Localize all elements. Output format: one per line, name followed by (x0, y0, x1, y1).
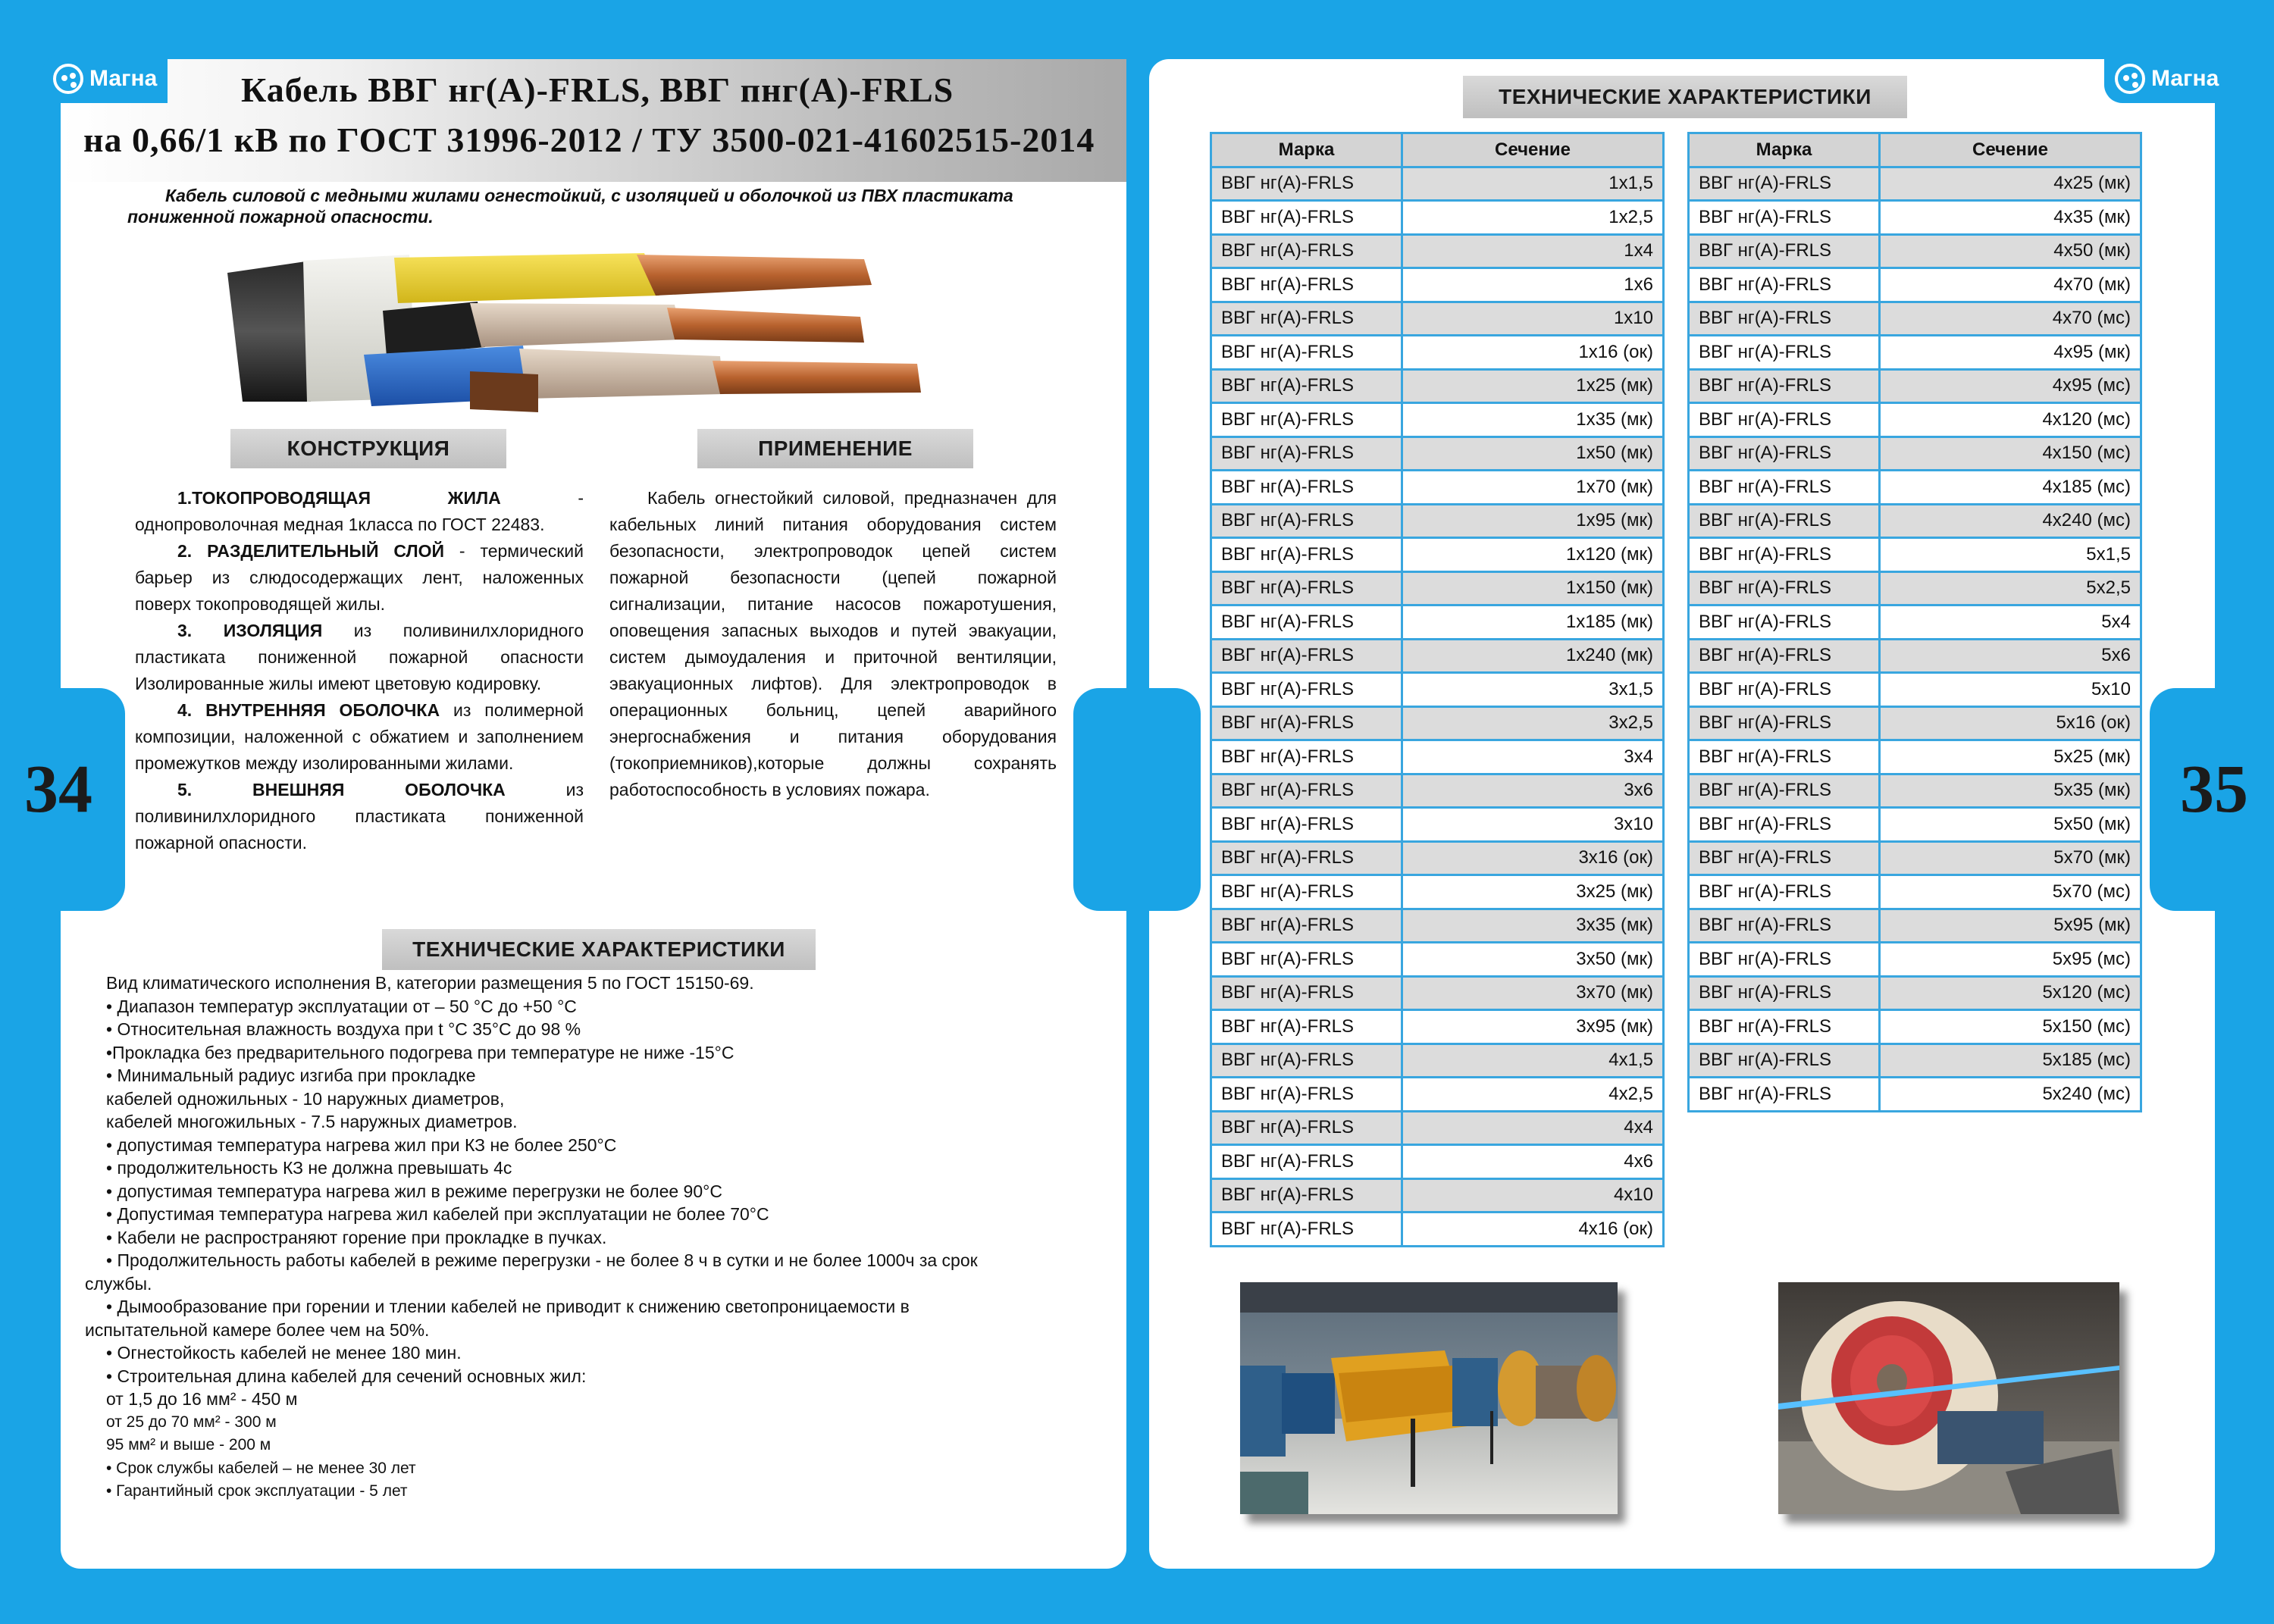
section-cell: 3х2,5 (1402, 706, 1664, 740)
section-cell: 3х4 (1402, 740, 1664, 774)
section-cell: 5х16 (ок) (1880, 706, 2141, 740)
construction-item-4: 4. ВНУТРЕННЯЯ ОБОЛОЧКА из полимерной композиции, наложенной с обжатием и заполнением промежутков между изолированными жилами. (135, 700, 584, 773)
section-cell: 4х4 (1402, 1111, 1664, 1145)
tech-line: • допустимая температура нагрева жил при КЗ не более 250°С (106, 1134, 617, 1155)
table-row (1211, 605, 1664, 640)
mark-cell: ВВГ нг(А)-FRLS (1689, 538, 1880, 572)
section-cell: 4х95 (мк) (1880, 336, 2141, 370)
table-row (1211, 369, 1664, 403)
tech-heading-left: ТЕХНИЧЕСКИЕ ХАРАКТЕРИСТИКИ (382, 929, 816, 970)
mark-cell: ВВГ нг(А)-FRLS (1689, 808, 1880, 842)
table-row (1211, 841, 1664, 875)
mark-cell: ВВГ нг(А)-FRLS (1211, 1044, 1402, 1078)
mark-cell: ВВГ нг(А)-FRLS (1211, 302, 1402, 336)
application-text: Кабель огнестойкий силовой, предназначен для кабельных линий питания оборудования систем безопасности, электропроводок цепей систем пожарной безопасности (цепей пожарной сигнализации, питание насосов пожаротушения, оповещения запасных выходов и путей эвакуации, систем дымоудаления и приточной вентиляции, эвакуационных лифтов). Для электропроводок в операционных больниц, цепей аварийного энергоснабжения и питания оборудования (токоприемников),которые должны сохранять работоспособность в условиях пожара. (609, 488, 1057, 799)
mark-cell: ВВГ нг(А)-FRLS (1211, 808, 1402, 842)
mark-cell: ВВГ нг(А)-FRLS (1689, 706, 1880, 740)
construction-item-5: 5. ВНЕШНЯЯ ОБОЛОЧКА из поливинилхлоридного пластиката пониженной пожарной опасности. (135, 780, 584, 853)
page-title-line1: Кабель ВВГ нг(А)-FRLS, ВВГ пнг(А)-FRLS (241, 70, 954, 109)
tech-line: • Дымообразование при горении и тлении кабелей не приводит к снижению светопроницаемости в (106, 1297, 910, 1316)
mark-cell: ВВГ нг(А)-FRLS (1689, 605, 1880, 640)
table-row (1211, 1010, 1664, 1044)
cable-image (220, 250, 948, 424)
mark-cell: ВВГ нг(А)-FRLS (1689, 976, 1880, 1010)
mark-cell: ВВГ нг(А)-FRLS (1211, 403, 1402, 437)
mark-cell: ВВГ нг(А)-FRLS (1211, 167, 1402, 201)
factory-photo-drum (1778, 1282, 2119, 1514)
tech-characteristics-list (85, 972, 1116, 1504)
section-cell: 3х6 (1402, 774, 1664, 808)
mark-cell: ВВГ нг(А)-FRLS (1689, 740, 1880, 774)
tech-line: от 1,5 до 16 мм² - 450 м (106, 1389, 298, 1409)
page-number-right: 35 (2180, 752, 2248, 827)
table-row (1689, 841, 2141, 875)
mark-cell: ВВГ нг(А)-FRLS (1689, 437, 1880, 471)
table-row (1689, 943, 2141, 977)
construction-item-3: 3. ИЗОЛЯЦИЯ из поливинилхлоридного пластиката пониженной пожарной опасности Изолированные жилы имеют цветовую кодировку. (135, 621, 584, 693)
column-header-mark: Марка (1689, 133, 1880, 167)
section-cell: 4х70 (мс) (1880, 302, 2141, 336)
section-cell: 5х35 (мк) (1880, 774, 2141, 808)
tech-line: • Минимальный радиус изгиба при прокладке (106, 1065, 476, 1085)
mark-cell: ВВГ нг(А)-FRLS (1211, 1111, 1402, 1145)
section-cell: 1х185 (мк) (1402, 605, 1664, 640)
table-row (1211, 774, 1664, 808)
section-cell: 1х16 (ок) (1402, 336, 1664, 370)
table-row (1689, 268, 2141, 302)
table-row (1211, 943, 1664, 977)
tech-line: • продолжительность КЗ не должна превышать 4с (106, 1158, 512, 1178)
tech-line: службы. (85, 1273, 152, 1294)
tech-line: • Гарантийный срок эксплуатации - 5 лет (106, 1482, 408, 1500)
table-row (1689, 1010, 2141, 1044)
mark-cell: ВВГ нг(А)-FRLS (1689, 201, 1880, 235)
section-cell: 4х185 (мс) (1880, 471, 2141, 505)
section-cell: 5х6 (1880, 639, 2141, 673)
factory-photo-stranding-image (1240, 1282, 1618, 1514)
table-row (1689, 336, 2141, 370)
section-cell: 5х10 (1880, 673, 2141, 707)
tech-line: от 25 до 70 мм² - 300 м (106, 1413, 277, 1431)
mark-cell: ВВГ нг(А)-FRLS (1211, 1078, 1402, 1112)
spec-table-left (1210, 132, 1665, 1247)
section-cell: 5х150 (мс) (1880, 1010, 2141, 1044)
magna-logo-icon (53, 64, 83, 94)
mark-cell: ВВГ нг(А)-FRLS (1689, 1044, 1880, 1078)
section-cell: 3х16 (ок) (1402, 841, 1664, 875)
construction-heading: КОНСТРУКЦИЯ (230, 429, 506, 468)
table-row (1211, 673, 1664, 707)
tech-line: • Кабели не распространяют горение при прокладке в пучках. (106, 1227, 607, 1247)
mark-cell: ВВГ нг(А)-FRLS (1689, 943, 1880, 977)
table-row (1211, 201, 1664, 235)
table-row (1689, 1044, 2141, 1078)
section-cell: 3х10 (1402, 808, 1664, 842)
mark-cell: ВВГ нг(А)-FRLS (1689, 639, 1880, 673)
section-cell: 1х4 (1402, 234, 1664, 268)
section-cell: 1х95 (мк) (1402, 504, 1664, 538)
section-cell: 1х50 (мк) (1402, 437, 1664, 471)
table-row (1689, 234, 2141, 268)
tech-line: • Срок службы кабелей – не менее 30 лет (106, 1459, 416, 1477)
table-row (1689, 437, 2141, 471)
section-cell: 3х70 (мк) (1402, 976, 1664, 1010)
table-row (1211, 706, 1664, 740)
table-row (1211, 471, 1664, 505)
tech-line: • Огнестойкость кабелей не менее 180 мин. (106, 1343, 462, 1363)
section-cell: 1х1,5 (1402, 167, 1664, 201)
subtitle: Кабель силовой с медными жилами огнестойкий, с изоляцией и оболочкой из ПВХ пластиката пониженной пожарной опасности. (127, 186, 1013, 227)
section-cell: 1х6 (1402, 268, 1664, 302)
table-row (1211, 538, 1664, 572)
mark-cell: ВВГ нг(А)-FRLS (1211, 1178, 1402, 1213)
section-cell: 1х150 (мк) (1402, 571, 1664, 605)
section-cell: 4х70 (мк) (1880, 268, 2141, 302)
table-row (1689, 369, 2141, 403)
table-row (1689, 504, 2141, 538)
section-cell: 5х240 (мс) (1880, 1078, 2141, 1112)
table-row (1211, 639, 1664, 673)
tech-line: • Диапазон температур эксплуатации от – 50 °С до +50 °С (106, 996, 577, 1016)
construction-text (135, 485, 584, 856)
table-row (1689, 571, 2141, 605)
table-header-row (1211, 133, 1664, 167)
construction-item-1: 1.ТОКОПРОВОДЯЩАЯ ЖИЛА - однопроволочная медная 1класса по ГОСТ 22483. (135, 488, 584, 534)
mark-cell: ВВГ нг(А)-FRLS (1211, 1213, 1402, 1247)
tech-line: • Строительная длина кабелей для сечений основных жил: (106, 1366, 587, 1386)
mark-cell: ВВГ нг(А)-FRLS (1211, 875, 1402, 909)
mark-cell: ВВГ нг(А)-FRLS (1211, 437, 1402, 471)
page-number-left: 34 (24, 752, 92, 827)
table-row (1689, 639, 2141, 673)
mark-cell: ВВГ нг(А)-FRLS (1689, 1010, 1880, 1044)
section-cell: 3х25 (мк) (1402, 875, 1664, 909)
table-row (1211, 1078, 1664, 1112)
table-row (1211, 268, 1664, 302)
mark-cell: ВВГ нг(А)-FRLS (1211, 1010, 1402, 1044)
section-cell: 1х35 (мк) (1402, 403, 1664, 437)
section-cell: 4х6 (1402, 1145, 1664, 1179)
tech-line: кабелей одножильных - 10 наружных диаметров, (106, 1088, 505, 1109)
section-cell: 5х185 (мс) (1880, 1044, 2141, 1078)
mark-cell: ВВГ нг(А)-FRLS (1211, 336, 1402, 370)
table-row (1211, 1213, 1664, 1247)
tech-line: испытательной камере более чем на 50%. (85, 1319, 430, 1340)
mark-cell: ВВГ нг(А)-FRLS (1211, 538, 1402, 572)
section-cell: 5х2,5 (1880, 571, 2141, 605)
mark-cell: ВВГ нг(А)-FRLS (1689, 571, 1880, 605)
table-row (1689, 201, 2141, 235)
section-cell: 3х1,5 (1402, 673, 1664, 707)
mark-cell: ВВГ нг(А)-FRLS (1689, 234, 1880, 268)
section-cell: 5х4 (1880, 605, 2141, 640)
section-cell: 4х95 (мс) (1880, 369, 2141, 403)
table-row (1689, 538, 2141, 572)
section-cell: 1х2,5 (1402, 201, 1664, 235)
factory-photo-stranding (1240, 1282, 1618, 1514)
section-cell: 3х95 (мк) (1402, 1010, 1664, 1044)
tech-line: • Продолжительность работы кабелей в режиме перегрузки - не более 8 ч в сутки и не более 1000ч за срок (106, 1250, 978, 1270)
table-header-row (1689, 133, 2141, 167)
section-cell: 5х95 (мк) (1880, 909, 2141, 943)
section-cell: 4х25 (мк) (1880, 167, 2141, 201)
table-row (1211, 1145, 1664, 1179)
section-cell: 4х10 (1402, 1178, 1664, 1213)
factory-photo-drum-image (1778, 1282, 2119, 1514)
section-cell: 4х240 (мс) (1880, 504, 2141, 538)
section-cell: 1х70 (мк) (1402, 471, 1664, 505)
table-row (1211, 403, 1664, 437)
mark-cell: ВВГ нг(А)-FRLS (1211, 673, 1402, 707)
table-row (1211, 808, 1664, 842)
tech-line: • Относительная влажность воздуха при t °С 35°С до 98 % (106, 1019, 581, 1039)
tech-line: • Допустимая температура нагрева жил кабелей при эксплуатации не более 70°С (106, 1204, 769, 1224)
table-row (1689, 774, 2141, 808)
table-row (1211, 167, 1664, 201)
section-cell: 5х70 (мк) (1880, 841, 2141, 875)
section-cell: 1х25 (мк) (1402, 369, 1664, 403)
section-cell: 5х1,5 (1880, 538, 2141, 572)
mark-cell: ВВГ нг(А)-FRLS (1211, 639, 1402, 673)
section-cell: 5х70 (мс) (1880, 875, 2141, 909)
table-row (1689, 808, 2141, 842)
mark-cell: ВВГ нг(А)-FRLS (1211, 909, 1402, 943)
mark-cell: ВВГ нг(А)-FRLS (1211, 740, 1402, 774)
table-row (1689, 471, 2141, 505)
mark-cell: ВВГ нг(А)-FRLS (1689, 471, 1880, 505)
section-cell: 4х16 (ок) (1402, 1213, 1664, 1247)
tech-line: •Прокладка без предварительного подогрева при температуре не ниже -15°С (106, 1042, 735, 1062)
magna-logo-icon (2115, 64, 2145, 94)
table-row (1211, 234, 1664, 268)
logo-text: Магна (89, 66, 158, 91)
mark-cell: ВВГ нг(А)-FRLS (1689, 504, 1880, 538)
table-row (1689, 167, 2141, 201)
table-row (1689, 673, 2141, 707)
table-row (1689, 706, 2141, 740)
mark-cell: ВВГ нг(А)-FRLS (1211, 841, 1402, 875)
table-row (1689, 403, 2141, 437)
table-row (1689, 302, 2141, 336)
section-cell: 4х150 (мс) (1880, 437, 2141, 471)
section-cell: 4х1,5 (1402, 1044, 1664, 1078)
tech-line: 95 мм² и выше - 200 м (106, 1436, 271, 1453)
mark-cell: ВВГ нг(А)-FRLS (1211, 268, 1402, 302)
mark-cell: ВВГ нг(А)-FRLS (1211, 706, 1402, 740)
tech-line: Вид климатического исполнения В, категории размещения 5 по ГОСТ 15150-69. (106, 973, 754, 993)
column-header-section: Сечение (1402, 133, 1664, 167)
table-row (1211, 571, 1664, 605)
mark-cell: ВВГ нг(А)-FRLS (1211, 471, 1402, 505)
table-row (1211, 437, 1664, 471)
mark-cell: ВВГ нг(А)-FRLS (1689, 673, 1880, 707)
section-cell: 1х120 (мк) (1402, 538, 1664, 572)
mark-cell: ВВГ нг(А)-FRLS (1211, 201, 1402, 235)
mark-cell: ВВГ нг(А)-FRLS (1211, 571, 1402, 605)
application-heading: ПРИМЕНЕНИЕ (697, 429, 973, 468)
spec-table-right (1687, 132, 2142, 1112)
mark-cell: ВВГ нг(А)-FRLS (1211, 774, 1402, 808)
table-row (1211, 336, 1664, 370)
mark-cell: ВВГ нг(А)-FRLS (1689, 403, 1880, 437)
mark-cell: ВВГ нг(А)-FRLS (1689, 302, 1880, 336)
table-row (1211, 740, 1664, 774)
table-row (1211, 875, 1664, 909)
column-header-section: Сечение (1880, 133, 2141, 167)
table-row (1211, 1178, 1664, 1213)
mark-cell: ВВГ нг(А)-FRLS (1689, 1078, 1880, 1112)
table-row (1689, 1078, 2141, 1112)
section-cell: 4х35 (мк) (1880, 201, 2141, 235)
tech-line: кабелей многожильных - 7.5 наружных диаметров. (106, 1112, 518, 1131)
mark-cell: ВВГ нг(А)-FRLS (1211, 234, 1402, 268)
section-cell: 3х50 (мк) (1402, 943, 1664, 977)
column-header-mark: Марка (1211, 133, 1402, 167)
table-row (1689, 909, 2141, 943)
page-title-line2: на 0,66/1 кВ по ГОСТ 31996-2012 / ТУ 3500-021-41602515-2014 (83, 120, 1095, 159)
construction-item-2: 2. РАЗДЕЛИТЕЛЬНЫЙ СЛОЙ - термический барьер из слюдосодержащих лент, наложенных поверх токопроводящей жилы. (135, 541, 584, 614)
mark-cell: ВВГ нг(А)-FRLS (1211, 369, 1402, 403)
section-cell: 5х95 (мс) (1880, 943, 2141, 977)
center-tab (1073, 688, 1201, 911)
logo-right (2104, 55, 2229, 103)
table-row (1211, 504, 1664, 538)
section-cell: 1х10 (1402, 302, 1664, 336)
section-cell: 5х25 (мк) (1880, 740, 2141, 774)
tech-heading-right: ТЕХНИЧЕСКИЕ ХАРАКТЕРИСТИКИ (1463, 76, 1907, 118)
mark-cell: ВВГ нг(А)-FRLS (1689, 909, 1880, 943)
mark-cell: ВВГ нг(А)-FRLS (1211, 1145, 1402, 1179)
logo-left (42, 55, 168, 103)
table-row (1689, 875, 2141, 909)
table-row (1211, 909, 1664, 943)
tech-line: • допустимая температура нагрева жил в режиме перегрузки не более 90°С (106, 1181, 722, 1201)
mark-cell: ВВГ нг(А)-FRLS (1211, 943, 1402, 977)
section-cell: 5х120 (мс) (1880, 976, 2141, 1010)
mark-cell: ВВГ нг(А)-FRLS (1689, 369, 1880, 403)
table-row (1211, 976, 1664, 1010)
mark-cell: ВВГ нг(А)-FRLS (1689, 875, 1880, 909)
table-row (1689, 740, 2141, 774)
section-cell: 4х50 (мк) (1880, 234, 2141, 268)
section-cell: 4х2,5 (1402, 1078, 1664, 1112)
mark-cell: ВВГ нг(А)-FRLS (1689, 774, 1880, 808)
table-row (1211, 1111, 1664, 1145)
logo-text: Магна (2151, 66, 2219, 91)
section-cell: 5х50 (мк) (1880, 808, 2141, 842)
mark-cell: ВВГ нг(А)-FRLS (1211, 976, 1402, 1010)
table-row (1689, 976, 2141, 1010)
section-cell: 3х35 (мк) (1402, 909, 1664, 943)
table-row (1211, 1044, 1664, 1078)
section-cell: 4х120 (мс) (1880, 403, 2141, 437)
mark-cell: ВВГ нг(А)-FRLS (1689, 268, 1880, 302)
table-row (1689, 605, 2141, 640)
mark-cell: ВВГ нг(А)-FRLS (1211, 605, 1402, 640)
table-row (1211, 302, 1664, 336)
mark-cell: ВВГ нг(А)-FRLS (1689, 167, 1880, 201)
mark-cell: ВВГ нг(А)-FRLS (1211, 504, 1402, 538)
mark-cell: ВВГ нг(А)-FRLS (1689, 841, 1880, 875)
mark-cell: ВВГ нг(А)-FRLS (1689, 336, 1880, 370)
section-cell: 1х240 (мк) (1402, 639, 1664, 673)
